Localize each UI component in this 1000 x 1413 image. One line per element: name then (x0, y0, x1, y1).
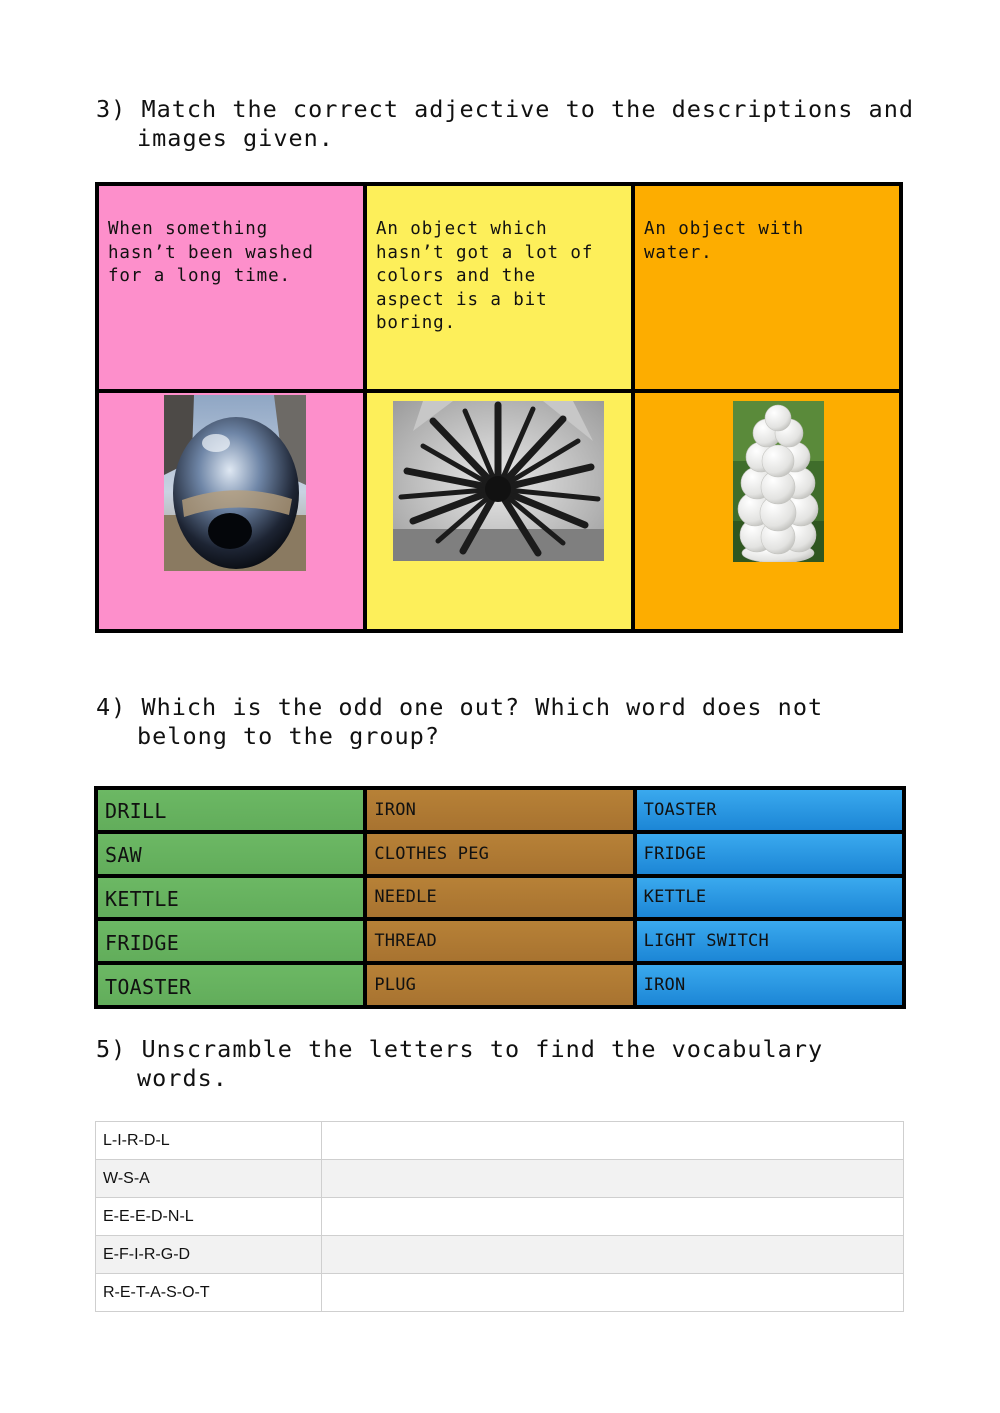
word-blue[interactable]: LIGHT SWITCH (637, 921, 902, 961)
unscramble-table (95, 1121, 904, 1312)
word-green[interactable]: SAW (98, 834, 363, 874)
word-blue[interactable]: FRIDGE (637, 834, 902, 874)
table-row (96, 1198, 904, 1236)
answer-input[interactable] (322, 1274, 904, 1312)
word-brown[interactable]: THREAD (367, 921, 632, 961)
scrambled-word: E-F-I-R-G-D (96, 1236, 322, 1274)
description-cell-3[interactable] (635, 186, 899, 389)
description-cell-2[interactable] (367, 186, 631, 389)
scrambled-word: R-E-T-A-S-O-T (96, 1274, 322, 1312)
description-cell-1[interactable] (99, 186, 363, 389)
word-green[interactable]: KETTLE (98, 878, 363, 918)
scrambled-word: E-E-E-D-N-L (96, 1198, 322, 1236)
table-row (96, 1274, 904, 1312)
word-green[interactable]: DRILL (98, 790, 363, 830)
question-5-title: 5) Unscramble the letters to find the vocabulary words. (96, 1035, 824, 1092)
word-brown[interactable]: NEEDLE (367, 878, 632, 918)
white-sculpture-image (733, 401, 824, 562)
table-row (96, 1160, 904, 1198)
mirror-egg-image (164, 395, 306, 571)
question-3-title: 3) Match the correct adjective to the descriptions and images given. (96, 95, 915, 152)
answer-input[interactable] (322, 1160, 904, 1198)
image-cell-1[interactable] (99, 393, 363, 629)
scrambled-word: L-I-R-D-L (96, 1122, 322, 1160)
image-cell-3[interactable] (635, 393, 899, 629)
word-brown[interactable]: CLOTHES PEG (367, 834, 632, 874)
description-text-3: An object with water. (644, 219, 805, 263)
word-brown[interactable]: PLUG (367, 965, 632, 1005)
question-4-title: 4) Which is the odd one out? Which word does not belong to the group? (96, 693, 824, 750)
description-text-2: An object which hasn’t got a lot of colors and the aspect is a bit boring. (376, 219, 594, 333)
odd-one-out-grid (94, 786, 906, 1009)
table-row (96, 1236, 904, 1274)
spiky-star-image (393, 401, 604, 561)
answer-input[interactable] (322, 1236, 904, 1274)
answer-input[interactable] (322, 1198, 904, 1236)
table-row (96, 1122, 904, 1160)
word-blue[interactable]: IRON (637, 965, 902, 1005)
word-brown[interactable]: IRON (367, 790, 632, 830)
scrambled-word: W-S-A (96, 1160, 322, 1198)
matching-grid (95, 182, 903, 633)
word-blue[interactable]: TOASTER (637, 790, 902, 830)
answer-input[interactable] (322, 1122, 904, 1160)
word-green[interactable]: TOASTER (98, 965, 363, 1005)
image-cell-2[interactable] (367, 393, 631, 629)
word-blue[interactable]: KETTLE (637, 878, 902, 918)
description-text-1: When something hasn’t been washed for a long time. (108, 219, 314, 286)
word-green[interactable]: FRIDGE (98, 921, 363, 961)
